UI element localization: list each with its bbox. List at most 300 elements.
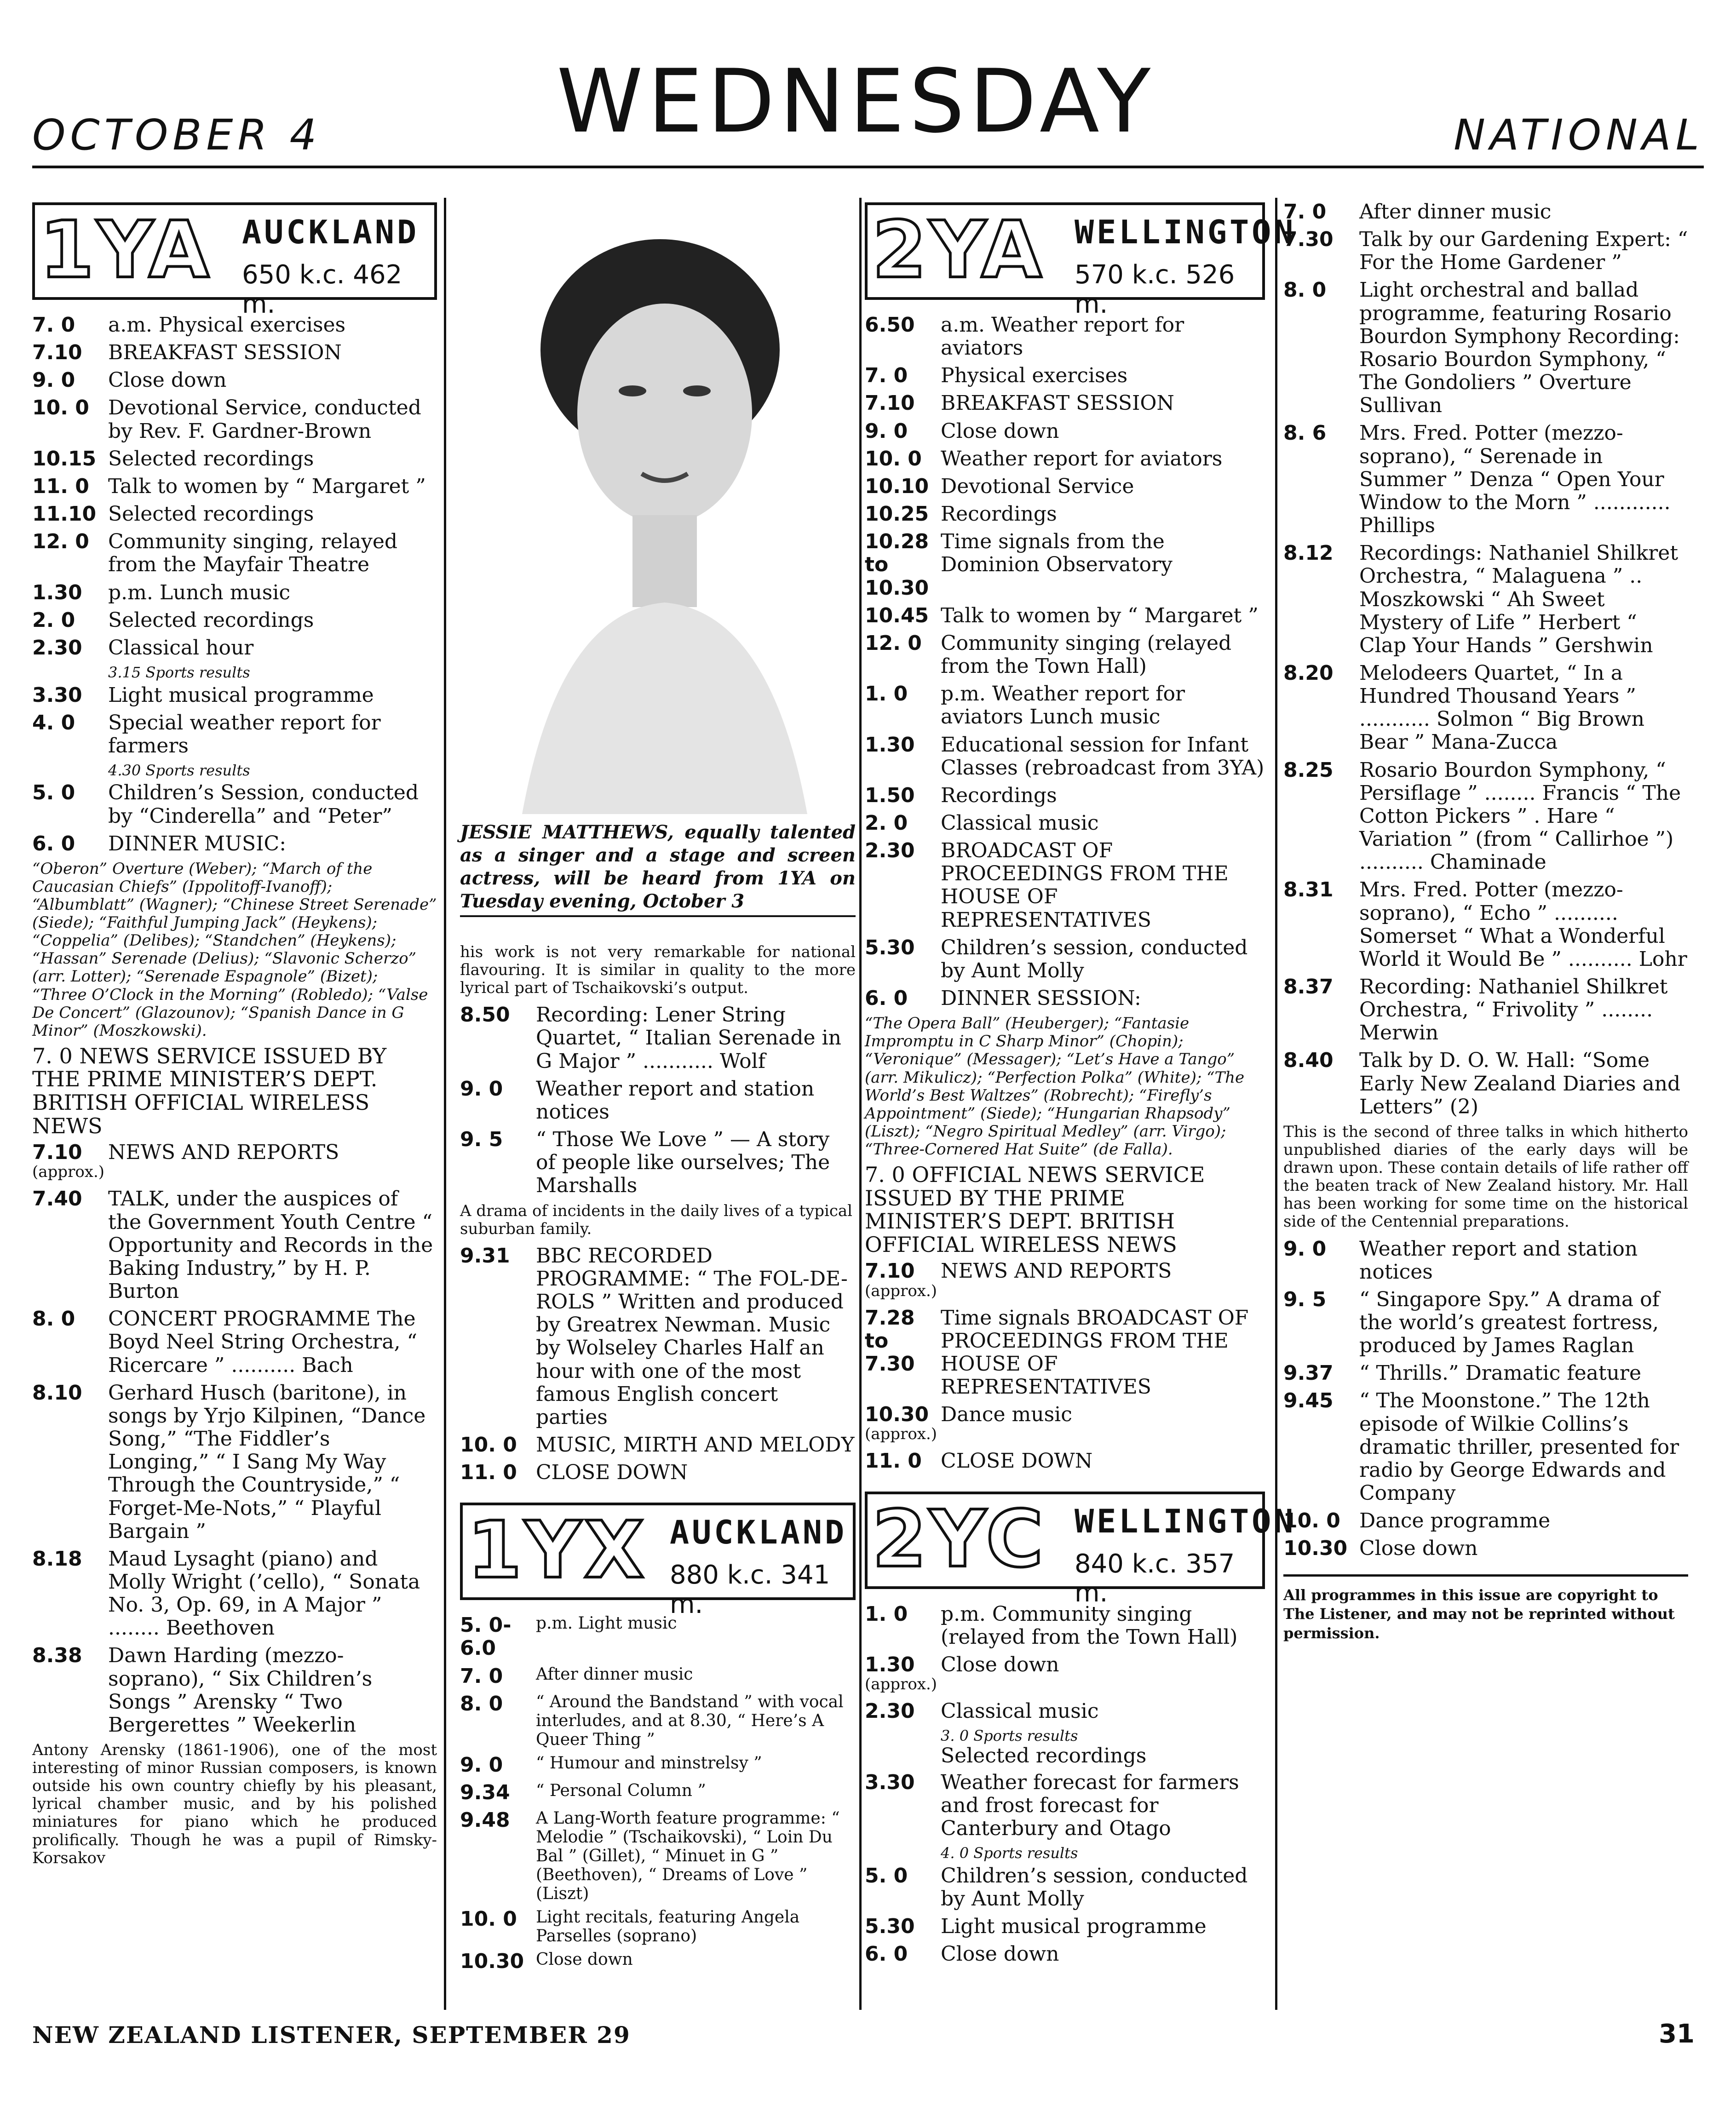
column-divider — [1275, 198, 1277, 2010]
station-frequency: 570 k.c. 526 m. — [1075, 260, 1235, 319]
schedule-time: 8.20 — [1283, 661, 1334, 685]
schedule-time: 8. 0 — [1283, 278, 1327, 302]
schedule-time: 9. 0 — [460, 1077, 503, 1101]
station-frequency: 880 k.c. 341 m. — [670, 1560, 830, 1620]
schedule-item — [32, 684, 437, 707]
schedule-item — [32, 609, 437, 632]
header-rule — [32, 166, 1704, 168]
schedule-time: 7.10 — [865, 1259, 915, 1283]
schedule-item — [865, 1653, 1265, 1676]
schedule-time: 7.40 — [32, 1187, 82, 1211]
dinner-session-list: “The Opera Ball” (Heuberger); “Fantasie Impromptu in C Sharp Minor” (Chopin); “Veronique” (Messager); “Let’s Have a Tango” (arr. Mikulicz); “Perfection Polka” (White); “The World’s Best Waltzes” (Robrecht); “Firefly’s Appointment” (Siede); “Hungarian Rhapsody” (Liszt); “Negro Spiritual Medley” (arr. Virgo); “Three-Cornered Hat Suite” (de Falla). — [865, 1014, 1245, 1159]
schedule-time: 1.30 — [865, 1652, 915, 1676]
column-divider — [444, 198, 446, 2010]
schedule-description: DINNER MUSIC: — [108, 832, 287, 855]
sports-results: 3. 0 Sports results — [941, 1727, 1078, 1745]
station-logo: 1YA — [40, 205, 212, 296]
schedule-time: 8.18 — [32, 1547, 82, 1571]
schedule-description: Special weather report for farmers — [108, 711, 381, 757]
schedule-item — [460, 1434, 856, 1457]
schedule-item — [865, 1260, 1265, 1283]
schedule-item — [1283, 878, 1688, 971]
schedule-description: a.m. Weather report for aviators — [941, 313, 1184, 360]
schedule-time: 5.30 — [865, 1915, 915, 1939]
schedule-item — [32, 637, 437, 660]
schedule-item — [865, 1603, 1265, 1649]
schedule-description: After dinner music — [1359, 200, 1552, 224]
schedule-time: 8.10 — [32, 1381, 82, 1405]
schedule-item — [865, 1700, 1265, 1723]
station-city: WELLINGTON — [1075, 1502, 1296, 1540]
copyright-notice: All programmes in this issue are copyright to The Listener, and may not be reprinted without permission. — [1283, 1586, 1675, 1642]
schedule-time: 1.30 — [32, 580, 82, 604]
schedule-description: Close down — [108, 368, 227, 392]
jessie-matthews-portrait — [467, 198, 849, 814]
schedule-item — [865, 1403, 1265, 1426]
schedule-description: “ The Moonstone.” The 12th episode of Wilkie Collins’s dramatic thriller, presented for radio by George Edwards and Company — [1359, 1389, 1679, 1505]
schedule-time: 2.30 — [32, 636, 82, 660]
approx-note: (approx.) — [32, 1163, 105, 1182]
column-2ya — [865, 193, 1296, 1971]
schedule-time: 3.30 — [32, 683, 82, 707]
schedule-description: Community singing (relayed from the Town Hall) — [941, 631, 1232, 678]
schedule-time: 9.37 — [1283, 1361, 1334, 1385]
schedule-description: DINNER SESSION: — [941, 987, 1141, 1010]
schedule-time: 10.30 — [460, 1950, 524, 1974]
schedule-description: Devotional Service, conducted by Rev. F. Gardner-Brown — [108, 396, 421, 443]
schedule-item — [1283, 1288, 1688, 1357]
station-logo: 1YX — [467, 1505, 647, 1596]
schedule-item — [865, 987, 1265, 1010]
schedule-time: 9.45 — [1283, 1389, 1334, 1413]
schedule-time: 11.10 — [32, 502, 97, 526]
schedule-description: “ Thrills.” Dramatic feature — [1359, 1361, 1641, 1385]
schedule-item — [1283, 662, 1688, 754]
schedule-description: p.m. Community singing (relayed from the Town Hall) — [941, 1602, 1238, 1649]
schedule-item — [1283, 975, 1688, 1044]
schedule-list — [460, 1614, 856, 1973]
schedule-time: 6.50 — [865, 313, 915, 337]
station-box-2ya — [865, 202, 1296, 319]
schedule-description: Recording: Nathaniel Shilkret Orchestra, “ Frivolity ” ........ Merwin — [1359, 975, 1668, 1045]
schedule-time: 12. 0 — [32, 530, 89, 554]
schedule-description: Light recitals, featuring Angela Parselles (soprano) — [536, 1908, 800, 1946]
station-city: AUCKLAND — [670, 1514, 847, 1552]
schedule-description: “ Around the Bandstand ” with vocal interludes, and at 8.30, “ Here’s A Queer Thing ” — [536, 1692, 844, 1749]
schedule-description: Classical music — [941, 811, 1099, 835]
schedule-time: 2.30 — [865, 839, 915, 863]
schedule-item — [1283, 228, 1688, 274]
schedule-time: 5. 0 — [32, 781, 75, 805]
column-1ya — [32, 193, 437, 1874]
schedule-description: Weather report and station notices — [536, 1077, 815, 1124]
schedule-description: Children’s session, conducted by Aunt Molly — [941, 1864, 1248, 1911]
schedule-description: Recordings — [941, 502, 1057, 526]
schedule-list — [865, 1260, 1265, 1283]
schedule-item — [1283, 422, 1688, 537]
schedule-description: Light orchestral and ballad programme, featuring Rosario Bourdon Symphony Recording: Rosario Bourdon Symphony, “ The Gondoliers ” Overture Sullivan — [1359, 278, 1680, 418]
schedule-description: Close down — [941, 419, 1059, 443]
schedule-description: Dance programme — [1359, 1509, 1551, 1533]
schedule-item — [460, 1078, 856, 1124]
schedule-description: p.m. Lunch music — [108, 580, 291, 604]
schedule-item — [32, 1141, 437, 1164]
schedule-description: Close down — [1359, 1537, 1478, 1561]
news-service: 7. 0 NEWS SERVICE ISSUED BY THE PRIME MINISTER’S DEPT. BRITISH OFFICIAL WIRELESS NEWS — [32, 1043, 387, 1138]
schedule-item — [32, 781, 437, 827]
schedule-description: Devotional Service — [941, 474, 1134, 498]
caption-rule — [460, 915, 856, 917]
schedule-list — [865, 314, 1265, 1010]
station-box-1ya — [32, 202, 437, 319]
schedule-item — [865, 1915, 1265, 1938]
schedule-time: 7. 0 — [865, 364, 908, 388]
schedule-item — [32, 396, 437, 442]
schedule-description: Light musical programme — [941, 1915, 1207, 1939]
photo-caption: JESSIE MATTHEWS, equally talented as a singer and a stage and screen actress, will be heard from 1YA on Tuesday evening, October 3 — [460, 821, 856, 912]
schedule-list — [1283, 201, 1688, 1119]
schedule-item — [32, 832, 437, 855]
dinner-music-list: “Oberon” Overture (Weber); “March of the Caucasian Chiefs” (Ippolitoff-Ivanoff); “Albumblatt” (Wagner); “Chinese Street Serenade” (Siede); “Faithful Jumping Jack” (Heykens); “Coppelia” (Delibes); “Standchen” (Heykens); “Hassan” Serenade (Delius); “Slavonic Scherzo” (arr. Lotter); “Serenade Espagnole” (Bizet); “Three O’Clock in the Morning” (Robledo); “Valse De Concert” (Glazounov); “Spanish Dance in G Minor” (Moszkowski). — [32, 859, 437, 1040]
schedule-description: Rosario Bourdon Symphony, “ Persiflage ” ........ Francis “ The Cotton Pickers ” . Hare “ Variation ” (from “ Callirhoe ”) .......... Chaminade — [1359, 758, 1681, 874]
schedule-list — [460, 1004, 856, 1197]
schedule-item — [865, 420, 1265, 443]
schedule-time: 5.30 — [865, 935, 915, 959]
schedule-time: 11. 0 — [460, 1461, 517, 1485]
schedule-description: MUSIC, MIRTH AND MELODY — [536, 1433, 855, 1457]
schedule-time: 10.25 — [865, 502, 929, 526]
schedule-time: 7.10 — [32, 341, 82, 365]
schedule-description: CLOSE DOWN — [941, 1449, 1093, 1473]
schedule-description: After dinner music — [536, 1664, 693, 1684]
schedule-time: 9. 5 — [460, 1128, 503, 1152]
schedule-item — [460, 1693, 856, 1749]
schedule-list — [32, 314, 437, 660]
station-city: WELLINGTON — [1075, 213, 1296, 251]
schedule-description: a.m. Physical exercises — [108, 313, 346, 337]
schedule-description: Selected recordings — [108, 447, 314, 471]
schedule-item — [460, 1809, 856, 1903]
schedule-item — [32, 475, 437, 498]
schedule-item — [32, 369, 437, 392]
schedule-time: 8.37 — [1283, 975, 1334, 998]
schedule-list — [32, 1141, 437, 1164]
schedule-description: Close down — [941, 1652, 1059, 1676]
schedule-item — [865, 1865, 1265, 1911]
arensky-note-continued: his work is not very remarkable for national flavouring. It is similar in quality to the more lyrical part of Tschaikovski’s output. — [460, 943, 856, 998]
schedule-description: TALK, under the auspices of the Government Youth Centre “ Opportunity and Records in the Baking Industry,” by H. P. Burton — [108, 1187, 433, 1303]
schedule-item — [865, 1943, 1265, 1966]
schedule-time: 10. 0 — [460, 1907, 517, 1931]
schedule-item — [865, 530, 1265, 599]
schedule-description: BREAKFAST SESSION — [108, 341, 342, 365]
schedule-description: Talk to women by “ Margaret ” — [941, 603, 1259, 627]
schedule-time: 5. 0-6.0 — [460, 1613, 512, 1660]
schedule-description: Weather report for aviators — [941, 447, 1223, 471]
schedule-description: Light musical programme — [108, 683, 374, 707]
schedule-time: 8.50 — [460, 1003, 510, 1027]
schedule-time: 11. 0 — [865, 1449, 922, 1473]
schedule-description: “ Personal Column ” — [536, 1781, 706, 1800]
schedule-time: 4. 0 — [32, 711, 75, 734]
schedule-description: Children’s Session, conducted by “Cinderella” and “Peter” — [108, 781, 419, 828]
schedule-list — [865, 1603, 1265, 1676]
schedule-description: Classical music — [941, 1699, 1099, 1723]
station-city: AUCKLAND — [242, 213, 420, 251]
schedule-time: 7. 0 — [32, 313, 75, 337]
schedule-time: 10.28 to 10.30 — [865, 530, 929, 600]
station-logo: 2YC — [872, 1493, 1046, 1585]
schedule-description: “ Those We Love ” — A story of people like ourselves; The Marshalls — [536, 1128, 830, 1198]
schedule-item — [865, 448, 1265, 471]
schedule-time: 7.28 to 7.30 — [865, 1306, 915, 1376]
schedule-item — [460, 1614, 856, 1660]
schedule-time: 7. 0 — [1283, 200, 1327, 224]
schedule-description: Time signals BROADCAST OF PROCEEDINGS FROM THE HOUSE OF REPRESENTATIVES — [941, 1306, 1249, 1399]
schedule-time: 10.10 — [865, 474, 929, 498]
sports-results: 4. 0 Sports results — [941, 1844, 1078, 1862]
schedule-list — [32, 684, 437, 757]
approx-note: (approx.) — [865, 1281, 937, 1300]
schedule-description: Classical hour — [108, 636, 254, 660]
schedule-item — [1283, 201, 1688, 224]
schedule-description: Time signals from the Dominion Observatory — [941, 530, 1173, 577]
news-service: 7. 0 OFFICIAL NEWS SERVICE ISSUED BY THE PRIME MINISTER’S DEPT. BRITISH OFFICIAL WIRELESS NEWS — [865, 1162, 1205, 1257]
schedule-time: 11. 0 — [32, 474, 89, 498]
schedule-time: 10. 0 — [460, 1433, 517, 1457]
schedule-description: Mrs. Fred. Potter (mezzo-soprano), “ Serenade in Summer ” Denza “ Open Your Window to the Morn ” ............ Phillips — [1359, 421, 1671, 538]
schedule-description: Dawn Harding (mezzo-soprano), “ Six Children’s Songs ” Arensky “ Two Bergerettes ” Weekerlin — [108, 1644, 373, 1737]
schedule-item — [865, 784, 1265, 807]
schedule-list — [865, 1450, 1265, 1473]
schedule-time: 7.30 — [1283, 228, 1334, 252]
schedule-time: 10.45 — [865, 603, 929, 627]
schedule-description: Selected recordings — [108, 502, 314, 526]
schedule-description: p.m. Light music — [536, 1614, 677, 1633]
schedule-time: 2.30 — [865, 1699, 915, 1723]
schedule-item — [460, 1128, 856, 1197]
schedule-description: Gerhard Husch (baritone), in songs by Yrjo Kilpinen, “Dance Song,” “The Fiddler’s Longing,” “ I Sang My Way Through the Countryside,” “ Forget-Me-Nots,” “ Playful Bargain ” — [108, 1381, 426, 1543]
schedule-description: BREAKFAST SESSION — [941, 391, 1174, 415]
schedule-time: 8. 6 — [1283, 421, 1327, 445]
schedule-description: Selected recordings — [108, 608, 314, 632]
schedule-description: BBC RECORDED PROGRAMME: “ The FOL-DE-ROLS ” Written and produced by Greatrex Newman. Music by Wolseley Charles Half an hour with one of the most famous English concert parties — [536, 1244, 848, 1429]
day-title: WEDNESDAY — [557, 51, 1155, 152]
approx-note: (approx.) — [865, 1425, 937, 1444]
schedule-item — [460, 1781, 856, 1804]
schedule-time: 7.10 — [865, 391, 915, 415]
schedule-description: CLOSE DOWN — [536, 1461, 688, 1485]
schedule-time: 12. 0 — [865, 631, 922, 655]
footer-publication: NEW ZEALAND LISTENER, SEPTEMBER 29 — [32, 2021, 631, 2048]
network-label: NATIONAL — [1454, 110, 1704, 160]
schedule-time: 1.50 — [865, 783, 915, 807]
schedule-time: 8.12 — [1283, 541, 1334, 565]
schedule-description: Weather forecast for farmers and frost forecast for Canterbury and Otago — [941, 1770, 1239, 1841]
schedule-item — [865, 503, 1265, 526]
schedule-item — [32, 1188, 437, 1303]
schedule-time: 9. 0 — [460, 1753, 503, 1777]
schedule-time: 8.25 — [1283, 758, 1334, 782]
schedule-description: Community singing, relayed from the Mayfair Theatre — [108, 530, 398, 577]
column-divider — [859, 198, 862, 2010]
schedule-item — [865, 683, 1265, 729]
schedule-item — [1283, 1049, 1688, 1118]
schedule-description: NEWS AND REPORTS — [941, 1259, 1172, 1283]
schedule-item — [460, 1461, 856, 1484]
date-label: OCTOBER 4 — [32, 110, 322, 160]
schedule-description: Close down — [941, 1942, 1059, 1966]
schedule-item — [865, 392, 1265, 415]
schedule-description: Weather report and station notices — [1359, 1237, 1638, 1284]
schedule-item — [865, 604, 1265, 627]
schedule-description: Educational session for Infant Classes (rebroadcast from 3YA) — [941, 733, 1265, 780]
schedule-time: 9. 0 — [32, 368, 75, 392]
selected-recordings: Selected recordings — [941, 1744, 1147, 1767]
schedule-description: Recording: Lener String Quartet, “ Italian Serenade in G Major ” ........... Wolf — [536, 1003, 841, 1073]
schedule-description: Talk by our Gardening Expert: “ For the Home Gardener ” — [1359, 228, 1688, 275]
schedule-time: 1. 0 — [865, 682, 908, 706]
sports-results: 3.15 Sports results — [108, 664, 250, 682]
schedule-time: 10.15 — [32, 447, 97, 471]
schedule-time: 3.30 — [865, 1770, 915, 1794]
schedule-item — [865, 1450, 1265, 1473]
schedule-item — [460, 1950, 856, 1973]
schedule-description: CONCERT PROGRAMME The Boyd Neel String Orchestra, “ Ricercare ” .......... Bach — [108, 1307, 418, 1377]
schedule-item — [460, 1004, 856, 1073]
schedule-list — [865, 1307, 1265, 1427]
schedule-item — [865, 1771, 1265, 1840]
schedule-description: Close down — [536, 1950, 633, 1969]
schedule-time: 6. 0 — [865, 1942, 908, 1966]
schedule-item — [865, 812, 1265, 835]
schedule-time: 6. 0 — [32, 832, 75, 855]
schedule-description: A Lang-Worth feature programme: “ Melodie ” (Tschaikovski), “ Loin Du Bal ” (Gillet), “ Minuet in G ” (Beethoven), “ Dreams of Love ” (Liszt) — [536, 1809, 840, 1904]
schedule-time: 5. 0 — [865, 1864, 908, 1888]
schedule-item — [32, 581, 437, 604]
schedule-list — [865, 1865, 1265, 1966]
arensky-note: Antony Arensky (1861-1906), one of the most interesting of minor Russian composers, is known outside his own country chiefly by his pleasant, lyrical chamber music, and by his polished miniatures for piano which he produced prolifically. Though he was a pupil of Rimsky-Korsakov — [32, 1741, 437, 1867]
schedule-time: 2. 0 — [865, 811, 908, 835]
schedule-item — [32, 503, 437, 526]
schedule-time: 2. 0 — [32, 608, 75, 632]
station-frequency: 650 k.c. 462 m. — [242, 260, 402, 319]
schedule-item — [1283, 759, 1688, 874]
schedule-description: Mrs. Fred. Potter (mezzo-soprano), “ Echo ” .......... Somerset “ What a Wonderful World it Would Be ” .......... Lohr — [1359, 878, 1687, 971]
schedule-time: 9. 0 — [1283, 1237, 1327, 1261]
schedule-item — [865, 475, 1265, 498]
schedule-time: 10. 0 — [32, 396, 89, 420]
schedule-time: 7. 0 — [460, 1664, 503, 1688]
station-frequency: 840 k.c. 357 m. — [1075, 1549, 1235, 1608]
schedule-item — [32, 1644, 437, 1737]
column-2ya-continued — [1283, 198, 1688, 1643]
schedule-time: 9.48 — [460, 1808, 510, 1832]
schedule-description: Recordings: Nathaniel Shilkret Orchestra, “ Malaguena ” .. Moszkowski “ Ah Sweet Mystery of Life ” Herbert “ Clap Your Hands ” Gershwin — [1359, 541, 1678, 657]
schedule-time: 10. 0 — [865, 447, 922, 471]
schedule-description: Melodeers Quartet, “ In a Hundred Thousand Years ” ........... Solmon “ Big Brown Bear ” Mana-Zucca — [1359, 661, 1644, 754]
schedule-item — [865, 314, 1265, 360]
station-box-1yx — [460, 1503, 856, 1620]
schedule-item — [865, 936, 1265, 982]
schedule-time: 10.30 — [865, 1403, 929, 1427]
schedule-description: Talk by D. O. W. Hall: “Some Early New Zealand Diaries and Letters” (2) — [1359, 1049, 1681, 1119]
drama-note: A drama of incidents in the daily lives of a typical suburban family. — [460, 1201, 853, 1238]
schedule-item — [32, 1548, 437, 1640]
schedule-item — [32, 1308, 437, 1377]
schedule-description: BROADCAST OF PROCEEDINGS FROM THE HOUSE OF REPRESENTATIVES — [941, 839, 1229, 932]
schedule-item — [460, 1754, 856, 1777]
page-number: 31 — [1659, 2019, 1695, 2049]
schedule-item — [32, 341, 437, 364]
schedule-item — [1283, 1509, 1688, 1532]
schedule-item — [865, 632, 1265, 678]
schedule-item — [1283, 1537, 1688, 1560]
schedule-item — [1283, 1238, 1688, 1284]
sports-results: 4.30 Sports results — [108, 761, 250, 779]
schedule-list — [32, 781, 437, 855]
copyright-rule — [1283, 1574, 1688, 1577]
station-logo: 2YA — [872, 205, 1045, 296]
schedule-item — [1283, 1389, 1688, 1505]
schedule-description: Physical exercises — [941, 364, 1128, 388]
column-1ya-continued — [460, 941, 856, 1978]
schedule-item — [460, 1245, 856, 1429]
station-box-2yc — [865, 1492, 1296, 1608]
schedule-description: Maud Lysaght (piano) and Molly Wright (’cello), “ Sonata No. 3, Op. 69, in A Major ” ........ Beethoven — [108, 1547, 420, 1640]
schedule-time: 6. 0 — [865, 987, 908, 1010]
schedule-description: Recordings — [941, 783, 1057, 807]
schedule-list — [1283, 1238, 1688, 1561]
schedule-list — [865, 1771, 1265, 1840]
schedule-description: “ Humour and minstrelsy ” — [536, 1753, 762, 1773]
schedule-list — [865, 1700, 1265, 1723]
schedule-item — [865, 1307, 1265, 1399]
schedule-item — [1283, 1362, 1688, 1385]
schedule-time: 9.31 — [460, 1244, 510, 1268]
schedule-description: p.m. Weather report for aviators Lunch music — [941, 682, 1185, 729]
schedule-time: 9. 0 — [865, 419, 908, 443]
schedule-time: 8. 0 — [460, 1692, 503, 1716]
schedule-time: 1.30 — [865, 733, 915, 757]
schedule-description: Children’s session, conducted by Aunt Molly — [941, 935, 1248, 982]
schedule-time: 9.34 — [460, 1781, 510, 1804]
schedule-item — [1283, 542, 1688, 657]
schedule-description: Dance music — [941, 1403, 1072, 1427]
schedule-time: 10.30 — [1283, 1537, 1348, 1561]
page-header — [32, 51, 1704, 166]
schedule-time: 8.40 — [1283, 1049, 1334, 1073]
approx-note: (approx.) — [865, 1675, 937, 1694]
schedule-item — [1283, 279, 1688, 417]
schedule-item — [865, 364, 1265, 387]
schedule-time: 1. 0 — [865, 1602, 908, 1626]
schedule-item — [32, 1382, 437, 1543]
schedule-time: 7.10 — [32, 1141, 82, 1165]
schedule-list — [32, 1188, 437, 1737]
schedule-item — [32, 711, 437, 757]
schedule-item — [32, 530, 437, 576]
schedule-description: NEWS AND REPORTS — [108, 1141, 339, 1165]
schedule-description: Talk to women by “ Margaret ” — [108, 474, 426, 498]
schedule-time: 9. 5 — [1283, 1287, 1327, 1311]
schedule-item — [865, 734, 1265, 780]
schedule-list — [460, 1245, 856, 1485]
schedule-time: 8. 0 — [32, 1307, 75, 1331]
schedule-time: 8.38 — [32, 1644, 82, 1668]
portrait-photo — [467, 198, 849, 814]
schedule-description: “ Singapore Spy.” A drama of the world’s greatest fortress, produced by James Raglan — [1359, 1287, 1660, 1358]
